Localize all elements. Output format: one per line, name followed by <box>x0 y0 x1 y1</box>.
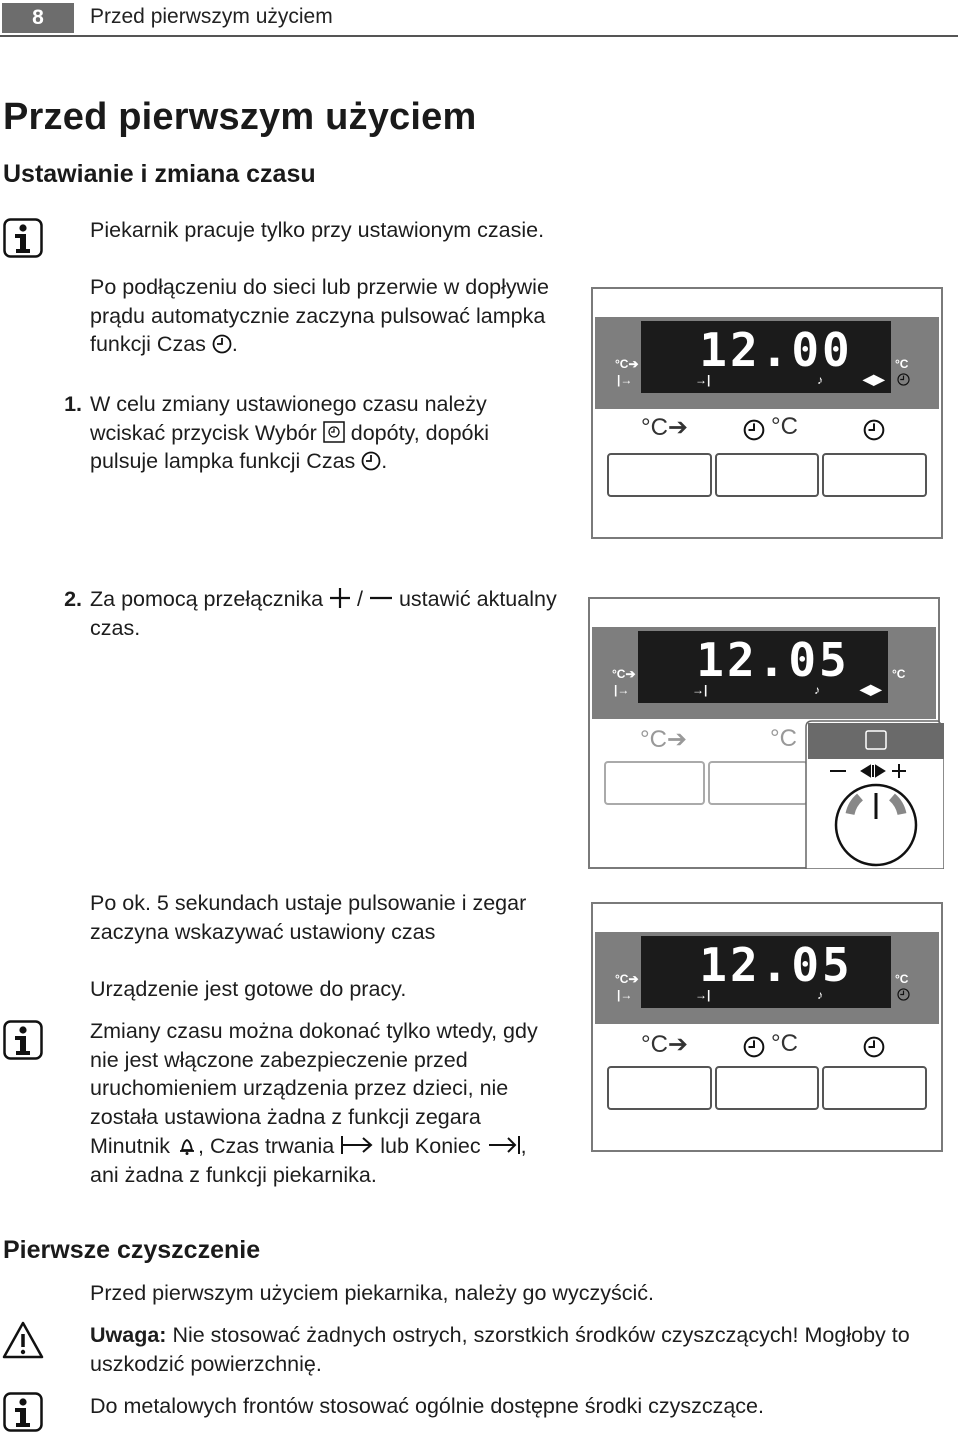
minus-icon <box>369 587 393 609</box>
warning-icon <box>2 1320 44 1360</box>
clock-icon <box>863 419 885 441</box>
control-panel-2 <box>588 597 940 869</box>
deg-indicator: °C <box>892 667 906 681</box>
clock-button[interactable] <box>822 453 927 497</box>
info-2-text-c: lub Koniec <box>380 1133 481 1158</box>
paragraph-power-text: Po podłączeniu do sieci lub przerwie w dopływie prądu automatycznie zaczyna pulsować lampka funkcji Czas <box>90 275 549 357</box>
clock-button[interactable] <box>822 1066 927 1110</box>
display-bezel <box>592 627 936 719</box>
control-panel-1 <box>591 287 943 539</box>
info-text-3: Do metalowych frontów stosować ogólnie dostępne środki czyszczące. <box>90 1394 764 1418</box>
clock-icon <box>212 334 232 354</box>
temperature-button[interactable] <box>715 453 820 497</box>
step-1-text-a: W celu zmiany ustawionego czasu należy wciskać przycisk Wybór <box>90 392 487 445</box>
section-title-cleaning: Pierwsze czyszczenie <box>3 1236 261 1264</box>
temp-label: °C <box>771 413 798 440</box>
step-number: 2. <box>64 587 82 611</box>
step-number: 1. <box>64 392 82 416</box>
bell-icon <box>176 1136 198 1156</box>
info-icon <box>3 1392 43 1432</box>
control-panel-3 <box>591 902 943 1152</box>
temp-preheat-indicator: °C➔ <box>615 972 639 986</box>
section-title-time: Ustawianie i zmiana czasu <box>3 160 316 188</box>
info-icon <box>3 218 43 258</box>
preheat-label: °C➔ <box>641 1031 689 1058</box>
deg-indicator: °C <box>895 357 909 371</box>
info-2-text-b: , Czas trwania <box>198 1133 335 1158</box>
end-indicator: →| <box>695 373 711 387</box>
warning-label: Uwaga: <box>90 1323 167 1347</box>
end-indicator: →| <box>692 683 708 697</box>
preheat-button[interactable] <box>607 453 712 497</box>
display-screen <box>641 936 891 1008</box>
step-2 <box>64 585 560 642</box>
clock-icon <box>361 451 381 471</box>
display-time: 12.00 <box>699 323 853 377</box>
display-screen <box>641 321 891 393</box>
end-icon <box>487 1134 521 1156</box>
button-row <box>607 453 927 497</box>
header-rule <box>0 35 958 37</box>
duration-icon <box>340 1134 374 1156</box>
preheat-button[interactable] <box>604 761 705 805</box>
duration-indicator: |→ <box>617 373 633 387</box>
bell-indicator: ♪ <box>817 988 823 1002</box>
temperature-button[interactable] <box>708 761 809 805</box>
clock-indicator <box>897 373 910 386</box>
paragraph-power: Po podłączeniu do sieci lub przerwie w dopływie prądu automatycznie zaczyna pulsować lampka funkcji Czas . <box>90 275 549 357</box>
step-1-text-b: dopóty, dopóki pulsuje lampka funkcji Czas <box>90 420 490 474</box>
temp-label: °C <box>771 1030 798 1057</box>
clock-indicator <box>897 988 910 1001</box>
step-2-text-b: ustawić aktualny czas. <box>90 587 557 640</box>
end-indicator: →| <box>695 988 711 1002</box>
page-title: Przed pierwszym użyciem <box>3 96 477 138</box>
ready-text: Urządzenie jest gotowe do pracy. <box>90 977 407 1001</box>
info-text-2 <box>90 1017 558 1189</box>
warning-body: Nie stosować żadnych ostrych, szorstkich środków czyszczących! Mogłoby to uszkodzić powierzchnię. <box>90 1323 910 1376</box>
selector-indicator: ◀▶ <box>863 371 885 387</box>
page-number: 8 <box>2 3 74 33</box>
deg-indicator: °C <box>895 972 909 986</box>
info-text-1: Piekarnik pracuje tylko przy ustawionym czasie. <box>90 218 545 242</box>
duration-indicator: |→ <box>614 683 630 697</box>
running-header: Przed pierwszym użyciem <box>90 5 333 28</box>
step-2-text-a: Za pomocą przełącznika <box>90 587 324 611</box>
display-bezel <box>595 932 939 1024</box>
display-screen <box>638 631 888 703</box>
temp-label: °C <box>770 725 797 752</box>
selector-indicator: ◀▶ <box>860 681 882 697</box>
clock-icon <box>743 1036 765 1058</box>
preheat-label: °C➔ <box>641 414 689 441</box>
temp-preheat-indicator: °C➔ <box>612 667 636 681</box>
knob-icon[interactable] <box>804 719 944 869</box>
duration-indicator: |→ <box>617 988 633 1002</box>
preheat-label: °C➔ <box>640 726 688 753</box>
clock-icon <box>863 1036 885 1058</box>
select-button-icon <box>323 421 345 443</box>
button-row <box>607 1066 927 1110</box>
info-icon <box>3 1020 43 1060</box>
bell-indicator: ♪ <box>817 373 823 387</box>
temp-preheat-indicator: °C➔ <box>615 357 639 371</box>
step-1: 1. W celu zmiany ustawionego czasu należy wciskać przycisk Wybór dopóty, dopóki pulsuje lampka funkcji Czas . <box>64 392 490 474</box>
cleaning-text: Przed pierwszym użyciem piekarnika, należy go wyczyścić. <box>90 1281 654 1305</box>
warning-text <box>90 1321 930 1378</box>
info-2-text-a: Zmiany czasu można dokonać tylko wtedy, gdy nie jest włączone zabezpieczenie przed uruchomieniem urządzenia przez dzieci, nie została ustawiona żadna z funkcji zegara Minutnik <box>90 1019 538 1158</box>
info-2-text-d: , ani żadna z funkcji piekarnika. <box>90 1133 527 1187</box>
step-2-separator: / <box>357 587 363 611</box>
paragraph-pulse: Po ok. 5 sekundach ustaje pulsowanie i zegar zaczyna wskazywać ustawiony czas <box>90 891 527 944</box>
bell-indicator: ♪ <box>814 683 820 697</box>
button-row <box>604 761 808 805</box>
preheat-button[interactable] <box>607 1066 712 1110</box>
display-time: 12.05 <box>699 938 853 992</box>
clock-icon <box>743 419 765 441</box>
display-time: 12.05 <box>696 633 850 687</box>
temperature-button[interactable] <box>715 1066 820 1110</box>
display-bezel <box>595 317 939 409</box>
plus-icon <box>329 587 351 609</box>
